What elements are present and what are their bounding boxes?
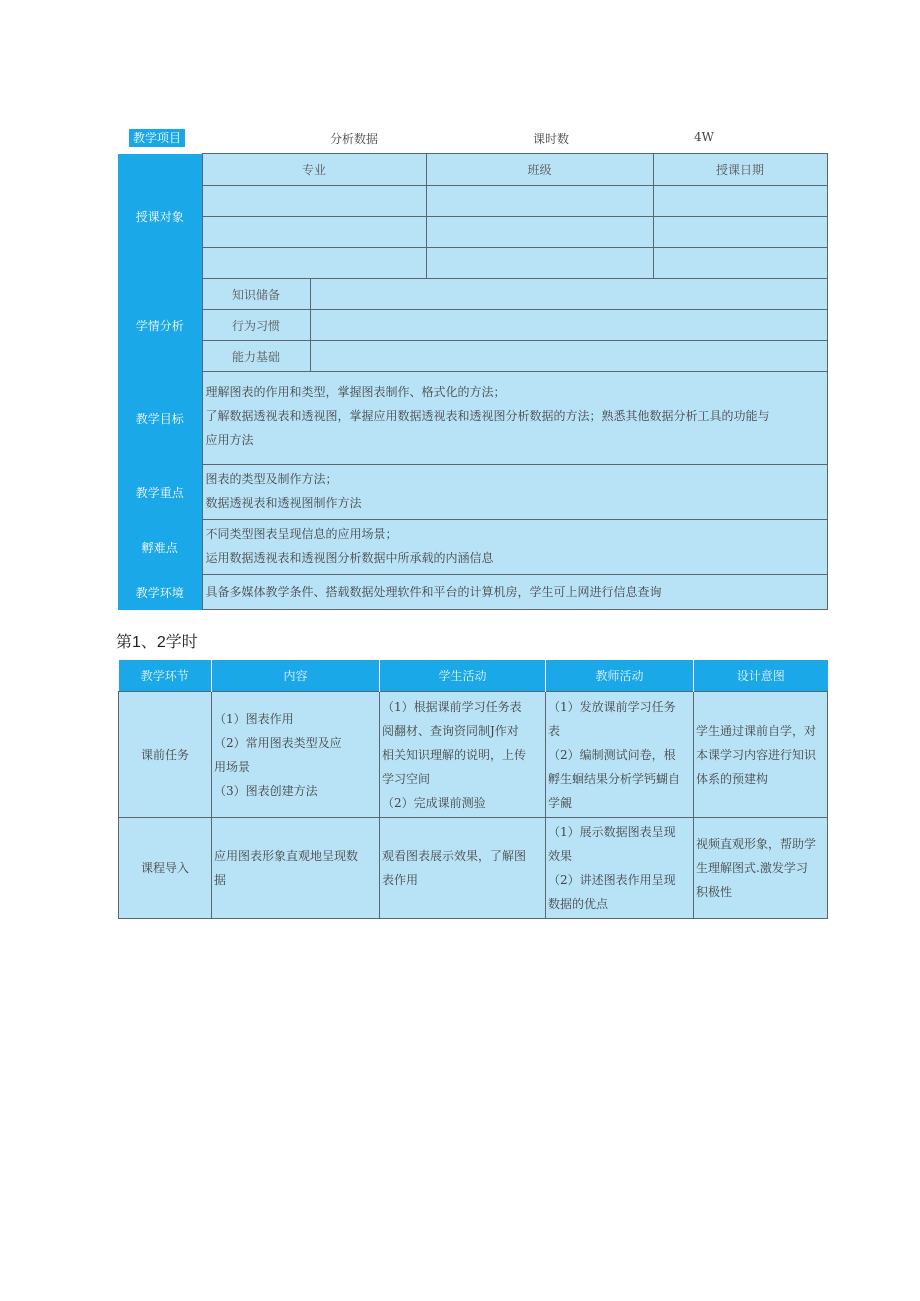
goals-line: 理解图表的作用和类型，掌握图表制作、格式化的方法；	[205, 385, 506, 399]
row-student	[380, 818, 546, 919]
goals-line: 了解数据透视表和透视图，掌握应用数据透视表和透视图分析数据的方法；熟悉其他数据分析工具的功能与	[205, 409, 770, 423]
row-intent	[694, 692, 828, 818]
text-line: 数据的优点	[548, 897, 609, 911]
text-line: 生理解图式.激发学习	[696, 861, 808, 875]
cell-empty	[310, 341, 827, 372]
text-line: 学习空间	[382, 771, 431, 786]
text-line: 据	[214, 873, 227, 887]
text-line: （1）根据课前学习任务表	[382, 699, 522, 714]
table-row	[119, 818, 828, 919]
header-intent: 设计意图	[694, 660, 828, 692]
text-line: （3）图表创建方法	[214, 783, 318, 798]
text-line: 孵生蛔结果分析学钙蝴自	[548, 771, 681, 786]
key-points-text	[202, 465, 827, 520]
table-row	[119, 692, 828, 818]
text-line: 用场景	[214, 759, 251, 774]
text-line: 学生通过课前自学，对	[696, 723, 817, 738]
row-student	[380, 692, 546, 818]
cell-empty	[202, 186, 426, 217]
text-line: 视频直观形象，帮助学	[696, 837, 817, 851]
cell-empty	[426, 248, 653, 279]
row-content	[212, 692, 380, 818]
text-line: （2）常用图表类型及应	[214, 735, 342, 750]
text-line: 效果	[548, 849, 573, 863]
text-line: 阅翻材、查询资同制J作对	[382, 723, 519, 738]
environment-label: 教学环境	[118, 575, 202, 610]
difficult-line: 不同类型图表呈现信息的应用场景；	[205, 527, 398, 541]
header-content: 内容	[212, 660, 380, 692]
goals-label: 教学目标	[118, 372, 202, 465]
hours-value: 4W	[694, 130, 714, 144]
text-line: （2）讲述图表作用呈现	[548, 873, 676, 887]
row-stage: 课程导入	[119, 818, 212, 919]
goals-text	[202, 372, 827, 465]
text-line: 积极性	[696, 885, 733, 899]
column-class: 班级	[426, 154, 653, 186]
difficult-line: 运用数据透视表和透视图分析数据中所承载的内涵信息	[205, 551, 494, 565]
cell-empty	[310, 310, 827, 341]
text-line: 体系的预建构	[696, 771, 769, 786]
column-date: 授课日期	[653, 154, 827, 186]
key-line: 图表的类型及制作方法；	[205, 472, 338, 486]
cell-empty	[653, 186, 827, 217]
cell-empty	[426, 217, 653, 248]
project-label: 教学项目	[129, 129, 185, 147]
text-line: 应用图表形象直观地呈现数	[214, 849, 359, 863]
lesson-plan-table	[118, 660, 828, 919]
text-line: （1）发放课前学习任务	[548, 699, 676, 714]
header-teacher: 教师活动	[546, 660, 694, 692]
cell-empty	[202, 248, 426, 279]
environment-text: 具备多媒体教学条件、搭载数据处理软件和平台的计算机房，学生可上网进行信息查询	[202, 575, 827, 610]
situation-knowledge: 知识储备	[202, 279, 310, 310]
text-line: （1）图表作用	[214, 711, 294, 726]
text-line: 观看图表展示效果，了解图	[382, 849, 527, 863]
text-line: 表作用	[382, 873, 419, 887]
difficult-points-text	[202, 520, 827, 575]
header-student: 学生活动	[380, 660, 546, 692]
row-stage: 课前任务	[119, 692, 212, 818]
header-stage: 教学环节	[119, 660, 212, 692]
cell-empty	[653, 248, 827, 279]
row-content	[212, 818, 380, 919]
text-line: 学覦	[548, 795, 573, 810]
text-line: （1）展示数据图表呈现	[548, 825, 676, 839]
row-teacher	[546, 818, 694, 919]
text-line: 本课学习内容进行知识	[696, 747, 817, 762]
cell-empty	[653, 217, 827, 248]
cell-empty	[426, 186, 653, 217]
cell-empty	[202, 217, 426, 248]
situation-behavior: 行为习惯	[202, 310, 310, 341]
text-line: （2）完成课前测验	[382, 795, 486, 810]
audience-label: 授课对象	[118, 154, 202, 279]
text-line: （2）编制测试问卷，根	[548, 747, 676, 762]
situation-label: 学情分析	[118, 279, 202, 372]
cell-empty	[310, 279, 827, 310]
section-heading: 第1、2学时	[116, 634, 198, 651]
goals-line: 应用方法	[205, 433, 254, 447]
row-teacher	[546, 692, 694, 818]
difficult-points-label: 孵难点	[118, 520, 202, 575]
text-line: 表	[548, 723, 561, 738]
row-intent	[694, 818, 828, 919]
hours-label: 课时数	[533, 132, 570, 146]
project-value: 分析数据	[330, 132, 379, 146]
text-line: 相关知识理解的说明，上传	[382, 747, 527, 762]
situation-ability: 能力基础	[202, 341, 310, 372]
column-major: 专业	[202, 154, 426, 186]
key-line: 数据透视表和透视图制作方法	[205, 496, 362, 510]
course-info-table	[118, 153, 828, 610]
key-points-label: 教学重点	[118, 465, 202, 520]
